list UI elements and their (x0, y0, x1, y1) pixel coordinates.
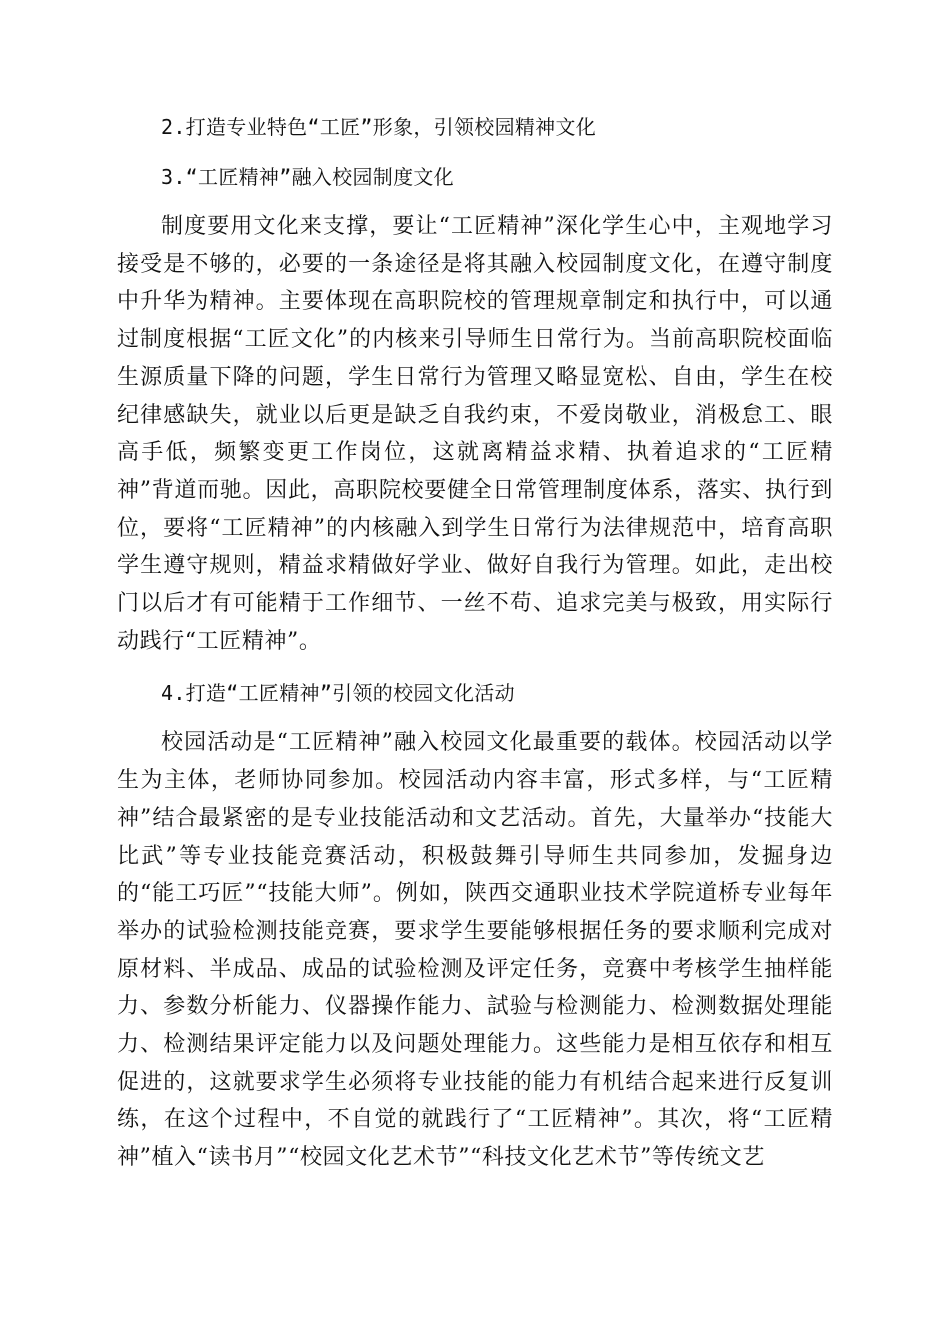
document-body (117, 108, 833, 1191)
section-heading-3: 3.“工匠精神”融入校园制度文化 (161, 165, 454, 189)
section-4-paragraph: 校园活动是“工匠精神”融入校园文化最重要的载体。校园活动以学生为主体，老师协同参加。校园活动内容丰富，形式多样，与“工匠精神”结合最紧密的是专业技能活动和文艺活动。首先，大量举办“技能大比武”等专业技能竞赛活动，积极鼓舞引导师生共同参加，发掘身边的“能工巧匠”“技能大师”。例如，陕西交通职业技术学院道桥专业每年举办的试验检测技能竞赛，要求学生要能够根据任务的要求顺利完成对原材料、半成品、成品的试验检测及评定任务，竞赛中考核学生抽样能力、参数分析能力、仪器操作能力、試验与检测能力、检测数据处理能力、检测结果评定能力以及问题处理能力。这些能力是相互依存和相互促进的，这就要求学生必须将专业技能的能力有机结合起来进行反复训练，在这个过程中，不自觉的就践行了“工匠精神”。其次，将“工匠精神”植入“读书月”“校园文化艺术节”“科技文化艺术节”等传统文艺 (117, 730, 833, 1171)
section-3-paragraph: 制度要用文化来支撑，要让“工匠精神”深化学生心中，主观地学习接受是不够的，必要的一条途径是将其融入校园制度文化，在遵守制度中升华为精神。主要体现在高职院校的管理规章制定和执行中，可以通过制度根据“工匠文化”的内核来引导师生日常行为。当前高职院校面临生源质量下降的问题，学生日常行为管理又略显宽松、自由，学生在校纪律感缺失，就业以后更是缺乏自我约束，不爱岗敬业，消极怠工、眼高手低，频繁变更工作岗位，这就离精益求精、执着追求的“工匠精神”背道而驰。因此，高职院校要健全日常管理制度体系，落实、执行到位，要将“工匠精神”的内核融入到学生日常行为法律规范中，培育高职学生遵守规则，精益求精做好学业、做好自我行为管理。如此，走出校门以后才有可能精于工作细节、一丝不苟、追求完美与极致，用实际行动践行“工匠精神”。 (117, 214, 833, 654)
section-heading-4: 4.打造“工匠精神”引领的校园文化活动 (161, 681, 515, 706)
section-heading-2: 2.打造专业特色“工匠”形象，引领校园精神文化 (161, 115, 597, 139)
